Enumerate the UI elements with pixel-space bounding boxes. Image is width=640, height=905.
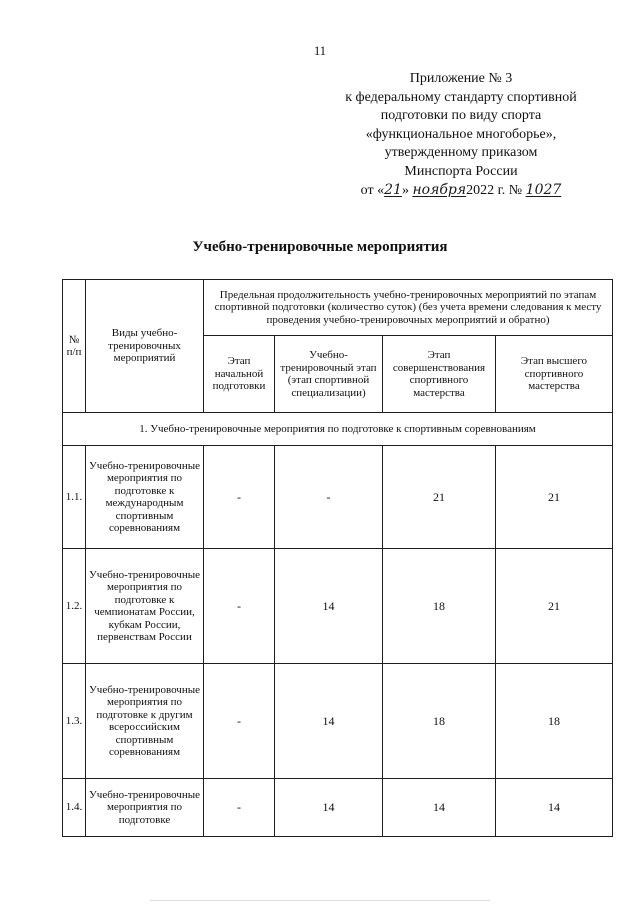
row-value-initial: - (204, 446, 275, 549)
header-stage-improvement: Этап совершенствования спортивного мастерства (383, 336, 496, 413)
date-mid: » (401, 183, 409, 198)
appendix-line: к федеральному стандарту спортивной (345, 89, 577, 105)
table-row (63, 779, 613, 837)
appendix-line: Минспорта России (404, 163, 518, 179)
header-kind: Виды учебно-тренировочных мероприятий (86, 280, 204, 413)
row-value-improvement: 14 (383, 779, 496, 837)
training-events-table (62, 279, 613, 837)
header-stage-initial: Этап начальной подготовки (204, 336, 275, 413)
row-num: 1.4. (63, 779, 86, 837)
row-value-initial: - (204, 664, 275, 779)
header-stage-training: Учебно-тренировочный этап (этап спортивной специализации) (275, 336, 383, 413)
row-value-highest: 21 (496, 549, 613, 664)
row-value-highest: 14 (496, 779, 613, 837)
date-month-handwritten: ноября (412, 182, 467, 198)
row-name: Учебно-тренировочные мероприятия по подготовке к другим всероссийским спортивным соревнованиям (86, 664, 204, 779)
row-value-improvement: 18 (383, 664, 496, 779)
row-value-training: 14 (275, 549, 383, 664)
appendix-line: подготовки по виду спорта (380, 108, 542, 123)
row-name: Учебно-тренировочные мероприятия по подготовке к чемпионатам России, кубкам России, первенствам России (86, 549, 204, 664)
date-day-handwritten: 21 (384, 182, 402, 198)
appendix-header (316, 70, 606, 201)
scan-edge-divider (150, 900, 490, 901)
appendix-line: Приложение № 3 (409, 71, 513, 86)
date-prefix: от « (360, 183, 385, 198)
row-num: 1.1. (63, 446, 86, 549)
row-num: 1.2. (63, 549, 86, 664)
table-row (63, 664, 613, 779)
row-value-training: 14 (275, 779, 383, 837)
table-row (63, 446, 613, 549)
header-stage-highest: Этап высшего спортивного мастерства (496, 336, 613, 413)
row-value-training: 14 (275, 664, 383, 779)
table-row (63, 549, 613, 664)
row-value-improvement: 18 (383, 549, 496, 664)
row-num: 1.3. (63, 664, 86, 779)
row-value-highest: 18 (496, 664, 613, 779)
section-heading: 1. Учебно-тренировочные мероприятия по подготовке к спортивным соревнованиям (63, 413, 613, 446)
row-value-improvement: 21 (383, 446, 496, 549)
row-value-initial: - (204, 549, 275, 664)
document-title: Учебно-тренировочные мероприятия (192, 239, 448, 255)
date-year: 2022 г. № (466, 183, 523, 198)
header-num: № п/п (63, 280, 86, 413)
row-name: Учебно-тренировочные мероприятия по подготовке к международным спортивным соревнованиям (86, 446, 204, 549)
row-value-initial: - (204, 779, 275, 837)
row-name: Учебно-тренировочные мероприятия по подготовке (86, 779, 204, 837)
appendix-line: утвержденному приказом (384, 145, 538, 160)
row-value-highest: 21 (496, 446, 613, 549)
page-number: 11 (313, 44, 327, 58)
header-duration: Предельная продолжительность учебно-тренировочных мероприятий по этапам спортивной подготовки (количество суток) (без учета времени следования к месту проведения учебно-тренировочных мероприятий и обратно) (204, 280, 613, 336)
appendix-line: «функциональное многоборье», (365, 126, 557, 142)
order-date-line (316, 181, 606, 201)
row-value-training: - (275, 446, 383, 549)
order-number-handwritten: 1027 (525, 182, 562, 198)
